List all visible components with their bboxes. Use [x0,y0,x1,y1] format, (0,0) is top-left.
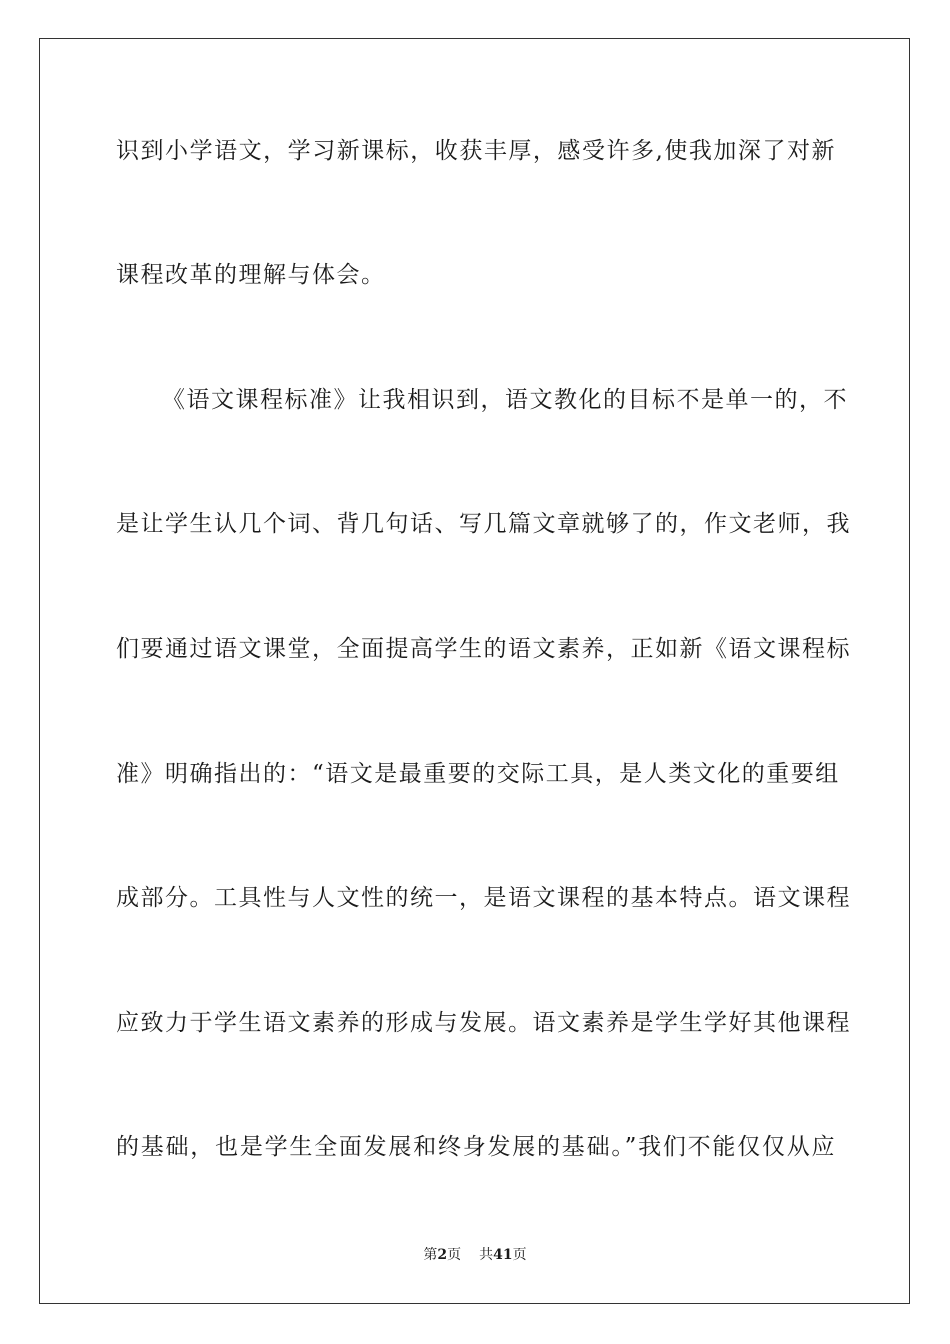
footer-page-suffix: 页 [447,1247,462,1263]
body-text-line-3: 《语文课程标准》让我相识到，语文教化的目标不是单一的，不 [162,387,848,413]
body-text-line-5: 们要通过语文课堂，全面提高学生的语文素养，正如新《语文课程标 [116,636,851,662]
page-footer [0,1246,950,1264]
body-text-line-2: 课程改革的理解与体会。 [116,262,386,288]
footer-page-total: 41 [493,1247,513,1263]
footer-page-current: 2 [437,1247,448,1263]
body-text-line-4: 是让学生认几个词、背几句话、写几篇文章就够了的，作文老师，我 [116,511,851,537]
footer-total-suffix: 页 [512,1247,527,1263]
body-text-line-6: 准》明确指出的：“语文是最重要的交际工具，是人类文化的重要组 [116,761,840,787]
footer-page-prefix: 第 [423,1247,438,1263]
body-text-line-7: 成部分。工具性与人文性的统一，是语文课程的基本特点。语文课程 [116,885,851,911]
body-text-line-1: 识到小学语文，学习新课标，收获丰厚，感受许多,使我加深了对新 [116,138,836,164]
body-text-line-9: 的基础，也是学生全面发展和终身发展的基础。”我们不能仅仅从应 [116,1134,836,1160]
body-text-line-8: 应致力于学生语文素养的形成与发展。语文素养是学生学好其他课程 [116,1010,851,1036]
footer-total-prefix: 共 [479,1247,494,1263]
page-border [39,38,910,1304]
